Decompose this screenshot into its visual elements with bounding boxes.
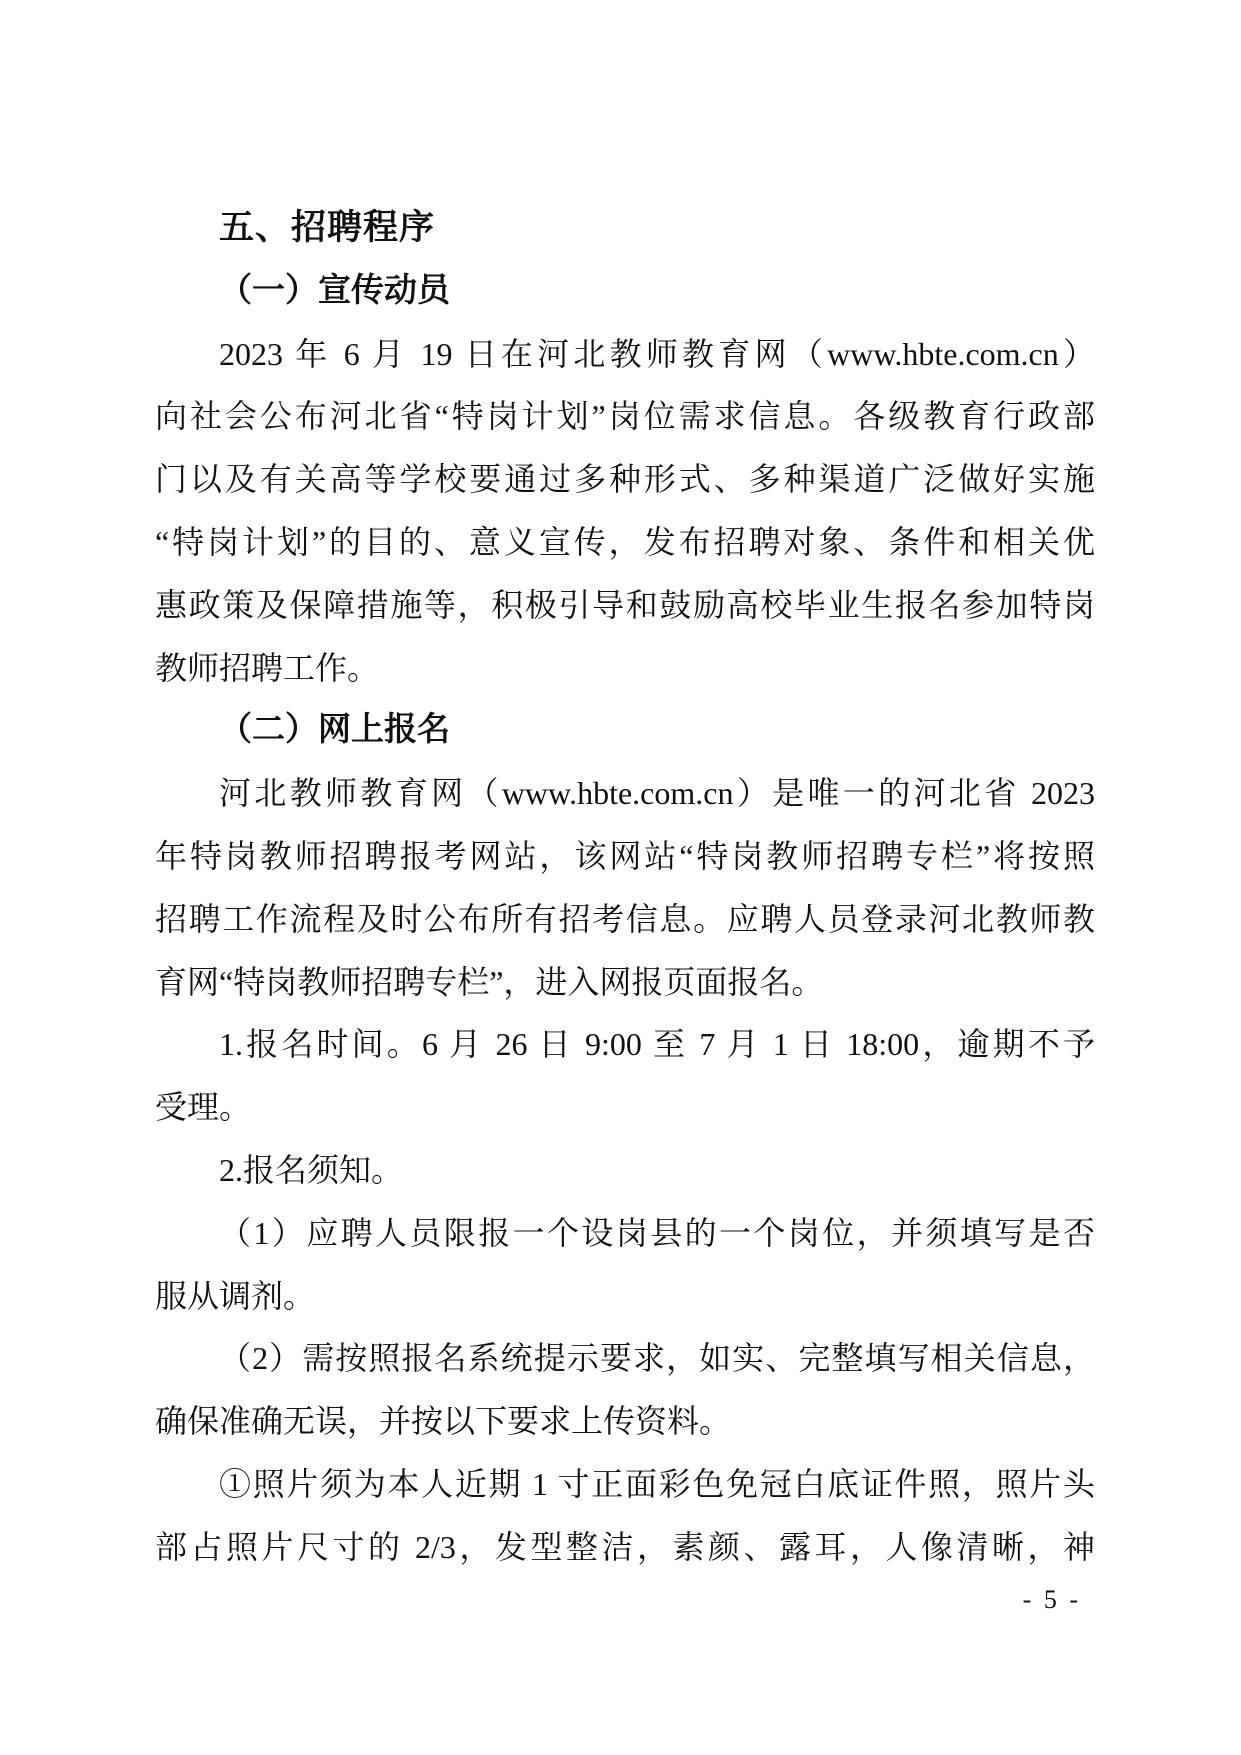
- paragraph-line: 确保准确无误，并按以下要求上传资料。: [155, 1403, 732, 1440]
- paragraph-line: ①照片须为本人近期 1 寸正面彩色免冠白底证件照，照片头: [219, 1465, 1095, 1502]
- paragraph-line: 向社会公布河北省“特岗计划”岗位需求信息。各级教育行政部: [155, 398, 1095, 435]
- paragraph-line: 2.报名须知。: [219, 1151, 404, 1188]
- paragraph-line: （2）需按照报名系统提示要求，如实、完整填写相关信息，: [219, 1340, 1095, 1377]
- paragraph-line: 年特岗教师招聘报考网站，该网站“特岗教师招聘专栏”将按照: [155, 837, 1095, 874]
- paragraph-line: 受理。: [155, 1089, 252, 1126]
- paragraph-line: 1.报名时间。6 月 26 日 9:00 至 7 月 1 日 18:00，逾期不予: [219, 1026, 1095, 1063]
- paragraph-line: 惠政策及保障措施等，积极引导和鼓励高校毕业生报名参加特岗: [155, 586, 1095, 623]
- paragraph-line: 部占照片尺寸的 2/3，发型整洁，素颜、露耳，人像清晰，神: [155, 1528, 1095, 1565]
- subsection-heading-2: （二）网上报名: [219, 712, 450, 749]
- paragraph-line: 2023 年 6 月 19 日在河北教师教育网（www.hbte.com.cn）: [219, 335, 1095, 372]
- paragraph-line: 招聘工作流程及时公布所有招考信息。应聘人员登录河北教师教: [155, 900, 1095, 937]
- paragraph-line: （1）应聘人员限报一个设岗县的一个岗位，并须填写是否: [219, 1214, 1095, 1251]
- paragraph-line: 河北教师教育网（www.hbte.com.cn）是唯一的河北省 2023: [219, 775, 1095, 812]
- paragraph-line: “特岗计划”的目的、意义宣传，发布招聘对象、条件和相关优: [155, 523, 1095, 560]
- subsection-heading-1: （一）宣传动员: [219, 272, 450, 309]
- paragraph-line: 门以及有关高等学校要通过多种形式、多种渠道广泛做好实施: [155, 461, 1095, 498]
- paragraph-line: 教师招聘工作。: [155, 649, 380, 686]
- paragraph-line: 育网“特岗教师招聘专栏”，进入网报页面报名。: [155, 963, 824, 1000]
- paragraph-line: 服从调剂。: [155, 1277, 316, 1314]
- document-body: [155, 197, 1095, 1579]
- page-number: - 5 -: [1022, 1585, 1081, 1614]
- section-heading: 五、招聘程序: [219, 208, 436, 248]
